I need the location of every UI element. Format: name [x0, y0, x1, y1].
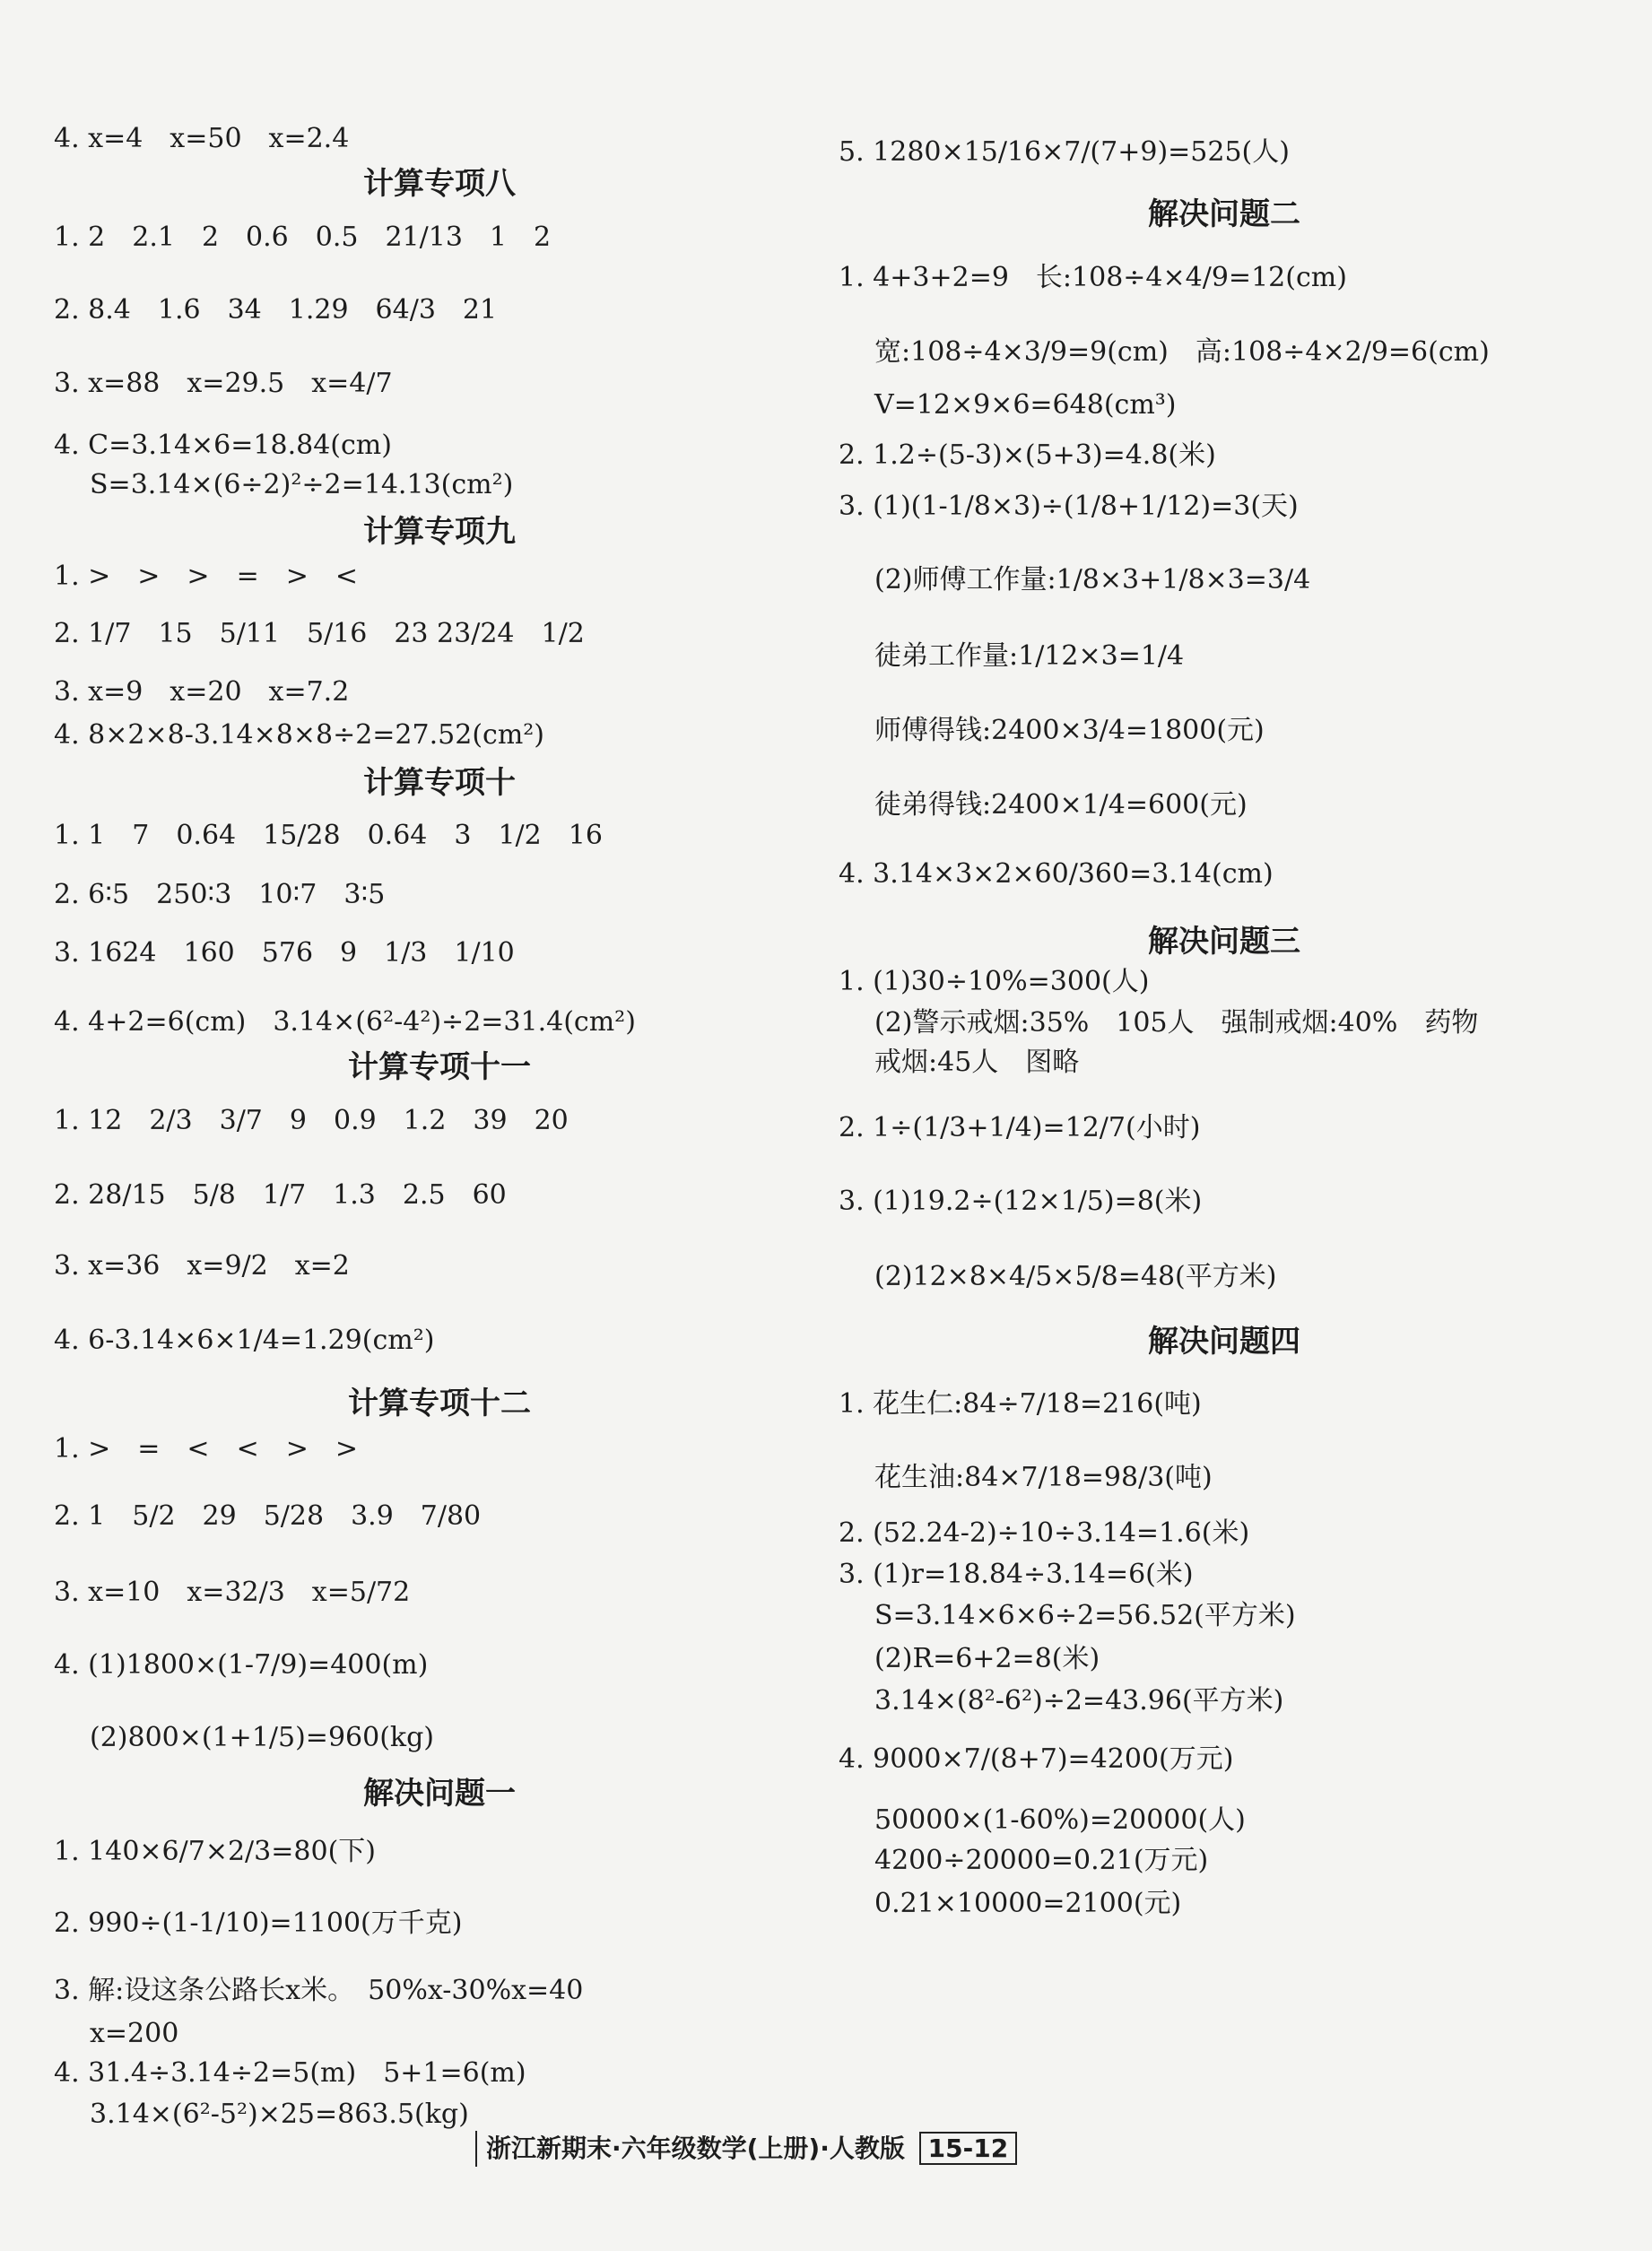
right-column	[839, 0, 1610, 2251]
answer-line: 3. (1)19.2÷(12×1/5)=8(米)	[839, 1186, 1203, 1217]
section-heading: 解决问题二	[1148, 196, 1300, 232]
answer-line: 1. 4+3+2=9 长:108÷4×4/9=12(cm)	[839, 262, 1347, 293]
section-heading: 计算专项八	[363, 166, 516, 202]
answer-line: 4. 8×2×8-3.14×8×8÷2=27.52(cm²)	[54, 719, 545, 751]
answer-line: 3. x=9 x=20 x=7.2	[54, 676, 350, 708]
page-number: 15-12	[919, 2132, 1018, 2165]
section-heading: 解决问题一	[363, 1776, 516, 1812]
answer-line: 3. 解:设这条公路长x米。 50%x-30%x=40	[54, 1975, 584, 2006]
answer-line: 师傅得钱:2400×3/4=1800(元)	[874, 715, 1265, 746]
answer-line: 4. (1)1800×(1-7/9)=400(m)	[54, 1649, 429, 1681]
answer-line: 4. C=3.14×6=18.84(cm)	[54, 430, 392, 461]
answer-line: 1. 12 2/3 3/7 9 0.9 1.2 39 20	[54, 1105, 569, 1136]
answer-line: 4. 4+2=6(cm) 3.14×(6²-4²)÷2=31.4(cm²)	[54, 1006, 636, 1038]
answer-line: 花生油:84×7/18=98/3(吨)	[874, 1462, 1213, 1493]
answer-line: 3. (1)r=18.84÷3.14=6(米)	[839, 1559, 1194, 1590]
answer-line: 4. 31.4÷3.14÷2=5(m) 5+1=6(m)	[54, 2057, 526, 2089]
answer-line: S=3.14×(6÷2)²÷2=14.13(cm²)	[90, 469, 514, 500]
answer-line: S=3.14×6×6÷2=56.52(平方米)	[874, 1600, 1296, 1631]
page-footer	[475, 2131, 1017, 2167]
answer-line: 2. 1/7 15 5/11 5/16 23 23/24 1/2	[54, 618, 585, 649]
answer-line: 3. 1624 160 576 9 1/3 1/10	[54, 937, 515, 969]
answer-line: 1. 1 7 0.64 15/28 0.64 3 1/2 16	[54, 820, 603, 851]
answer-line: 宽:108÷4×3/9=9(cm) 高:108÷4×2/9=6(cm)	[874, 336, 1490, 368]
answer-line: 4. x=4 x=50 x=2.4	[54, 123, 350, 154]
answer-line: 4. 9000×7/(8+7)=4200(万元)	[839, 1743, 1234, 1775]
footer-title: 浙江新期末·六年级数学(上册)·人教版	[486, 2134, 905, 2163]
answer-line: 2. 1.2÷(5-3)×(5+3)=4.8(米)	[839, 439, 1216, 471]
answer-line: x=200	[90, 2018, 179, 2049]
answer-line: 3. x=10 x=32/3 x=5/72	[54, 1577, 411, 1608]
answer-line: (2)师傅工作量:1/8×3+1/8×3=3/4	[874, 564, 1311, 595]
answer-line: (2)R=6+2=8(米)	[874, 1643, 1100, 1674]
answer-line: 徒弟工作量:1/12×3=1/4	[874, 640, 1185, 672]
answer-line: (2)800×(1+1/5)=960(kg)	[90, 1722, 434, 1753]
answer-line: 2. 990÷(1-1/10)=1100(万千克)	[54, 1908, 463, 1939]
answer-line: 2. (52.24-2)÷10÷3.14=1.6(米)	[839, 1517, 1250, 1549]
answer-line: 3. x=36 x=9/2 x=2	[54, 1250, 350, 1282]
answer-line: 4. 6-3.14×6×1/4=1.29(cm²)	[54, 1325, 435, 1356]
answer-line: 50000×(1-60%)=20000(人)	[874, 1804, 1246, 1836]
section-heading: 计算专项十一	[348, 1049, 531, 1085]
answer-line: 4200÷20000=0.21(万元)	[874, 1845, 1209, 1876]
answer-line: 4. 3.14×3×2×60/360=3.14(cm)	[839, 858, 1274, 890]
answer-line: 0.21×10000=2100(元)	[874, 1888, 1182, 1919]
answer-line: 2. 1 5/2 29 5/28 3.9 7/80	[54, 1500, 482, 1532]
section-heading: 计算专项九	[363, 514, 516, 550]
answer-line: 3.14×(6²-5²)×25=863.5(kg)	[90, 2099, 469, 2130]
answer-line: 戒烟:45人 图略	[874, 1047, 1080, 1078]
left-column	[54, 0, 825, 2251]
answer-line: 5. 1280×15/16×7/(7+9)=525(人)	[839, 136, 1290, 168]
answer-line: V=12×9×6=648(cm³)	[874, 389, 1177, 421]
answer-line: 1. (1)30÷10%=300(人)	[839, 966, 1150, 997]
answer-line: 2. 8.4 1.6 34 1.29 64/3 21	[54, 294, 498, 326]
answer-line: 2. 28/15 5/8 1/7 1.3 2.5 60	[54, 1179, 507, 1211]
section-heading: 计算专项十	[363, 765, 516, 801]
answer-line: 3. (1)(1-1/8×3)÷(1/8+1/12)=3(天)	[839, 491, 1299, 522]
answer-line: 1. 140×6/7×2/3=80(下)	[54, 1836, 376, 1867]
answer-line: 2. 1÷(1/3+1/4)=12/7(小时)	[839, 1112, 1201, 1143]
answer-line: 3.14×(8²-6²)÷2=43.96(平方米)	[874, 1685, 1284, 1716]
answer-line: (2)警示戒烟:35% 105人 强制戒烟:40% 药物	[874, 1007, 1479, 1039]
answer-line: 1. > > > = > <	[54, 561, 358, 592]
answer-line: 1. 2 2.1 2 0.6 0.5 21/13 1 2	[54, 222, 552, 253]
answer-line: 3. x=88 x=29.5 x=4/7	[54, 368, 393, 399]
section-heading: 计算专项十二	[348, 1386, 531, 1421]
answer-line: 徒弟得钱:2400×1/4=600(元)	[874, 789, 1248, 821]
answer-line: 1. > = < < > >	[54, 1433, 358, 1464]
section-heading: 解决问题三	[1148, 924, 1300, 960]
answer-line: (2)12×8×4/5×5/8=48(平方米)	[874, 1261, 1277, 1292]
answer-line: 2. 6∶5 250∶3 10∶7 3∶5	[54, 879, 386, 910]
answer-line: 1. 花生仁:84÷7/18=216(吨)	[839, 1388, 1202, 1420]
section-heading: 解决问题四	[1148, 1324, 1300, 1360]
